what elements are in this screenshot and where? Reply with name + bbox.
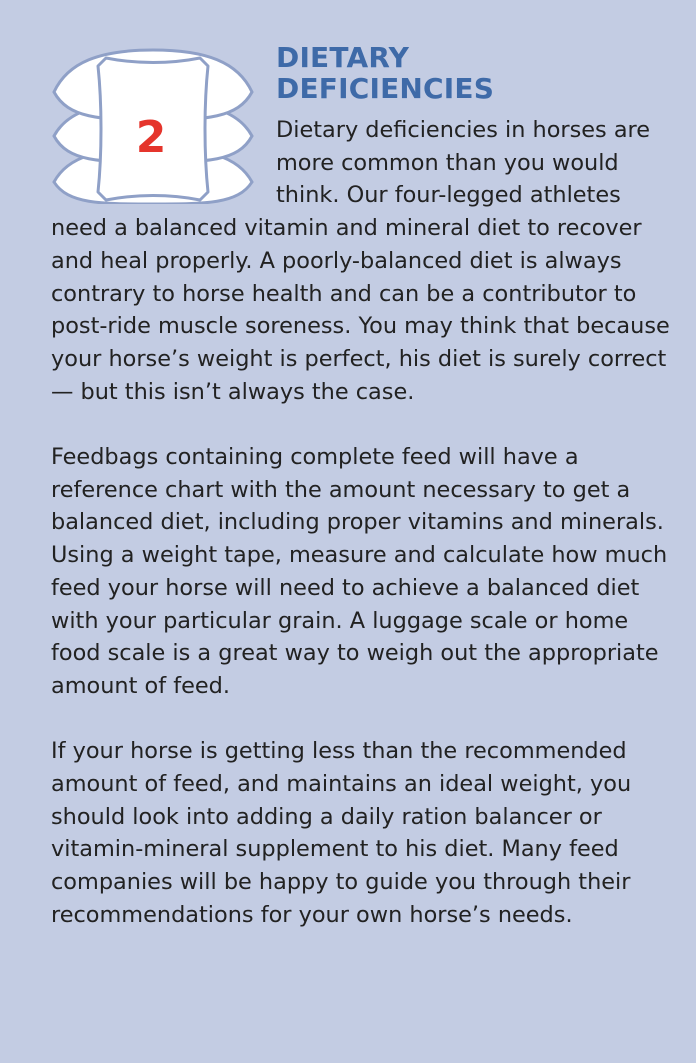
badge-number: 2 (135, 112, 167, 163)
title-line-1: DIETARY (276, 41, 410, 74)
paragraph-2: Feedbags containing complete feed will have a reference chart with the amount necessary to get a balanced diet, including proper vitamins and minerals. Using a weight tape, measure and calculate how much feed your horse will need to achieve a balanced diet with your particular grain. A luggage scale or home food scale is a great way to weigh out the appropriate amount of feed. (51, 444, 668, 699)
article-body (51, 114, 671, 932)
section-title (276, 42, 494, 104)
icon-wrap-spacer (51, 114, 276, 212)
paragraph-1: Dietary deficiencies in horses are more common than you would think. Our four-legged athletes need a balanced vitamin and mineral diet to recover and heal properly. A poorly-balanced diet is always contrary to horse health and can be a contributor to post-ride muscle soreness. You may think that because your horse’s weight is perfect, his diet is surely correct — but this isn’t always the case. (51, 117, 670, 405)
paragraph-3: If your horse is getting less than the recommended amount of feed, and maintains an ideal weight, you should look into adding a daily ration balancer or vitamin-mineral supplement to his diet. Many feed companies will be happy to guide you through their recommendations for your own horse’s needs. (51, 738, 632, 928)
title-line-2: DEFICIENCIES (276, 72, 495, 105)
